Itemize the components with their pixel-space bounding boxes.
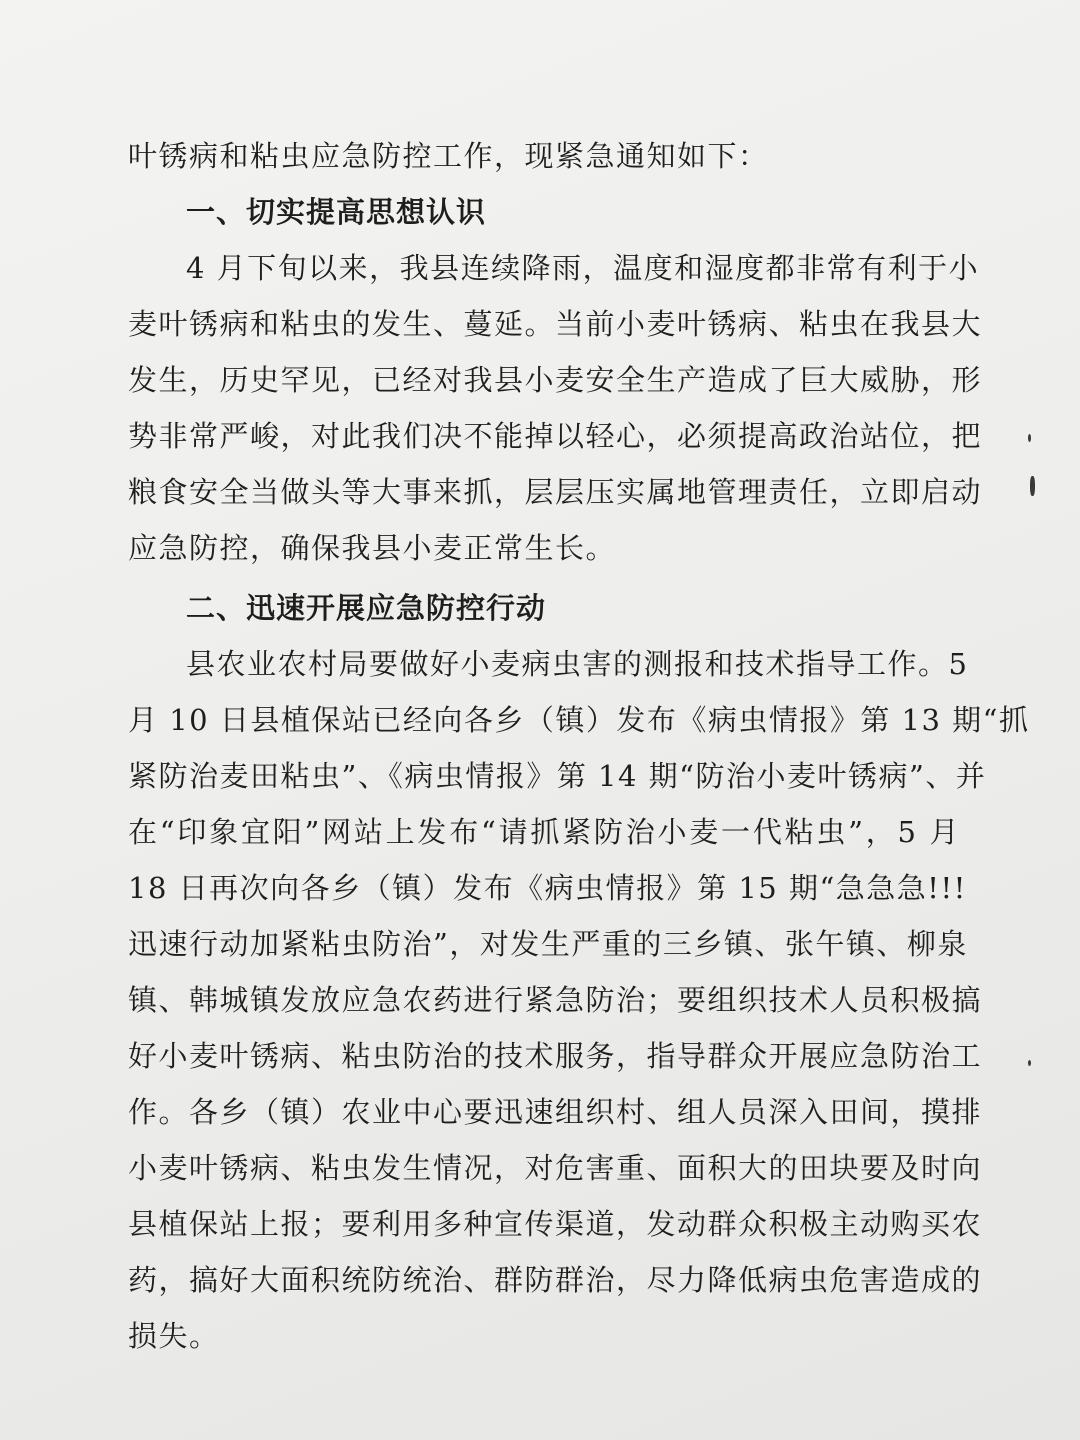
section-2-line: 作。各乡（镇）农业中心要迅速组织村、组人员深入田间，摸排 — [128, 1095, 983, 1129]
section-2-line: 月 10 日县植保站已经向各乡（镇）发布《病虫情报》第 13 期“抓 — [128, 703, 1030, 737]
section-2-line: 损失。 — [128, 1319, 220, 1353]
scan-speck — [1030, 476, 1035, 496]
section-2-line: 镇、韩城镇发放应急农药进行紧急防治；要组织技术人员积极搞 — [128, 983, 983, 1017]
section-1-line: 4 月下旬以来，我县连续降雨，温度和湿度都非常有利于小 — [186, 251, 980, 285]
section-2-line: 18 日再次向各乡（镇）发布《病虫情报》第 15 期“急急急!!! — [128, 871, 967, 905]
section-1-heading: 一、切实提高思想认识 — [186, 195, 487, 229]
section-2-line: 药，搞好大面积统防统治、群防群治，尽力降低病虫危害造成的 — [128, 1263, 983, 1297]
scan-speck — [1028, 434, 1031, 442]
section-1-line: 粮食安全当做头等大事来抓，层层压实属地管理责任，立即启动 — [128, 475, 983, 509]
section-2-line: 在“印象宜阳”网站上发布“请抓紧防治小麦一代粘虫”，5 月 — [128, 815, 960, 849]
section-2-line: 小麦叶锈病、粘虫发生情况，对危害重、面积大的田块要及时向 — [128, 1151, 983, 1185]
section-1-line: 麦叶锈病和粘虫的发生、蔓延。当前小麦叶锈病、粘虫在我县大 — [128, 307, 983, 341]
section-1-line: 势非常严峻，对此我们决不能掉以轻心，必须提高政治站位，把 — [128, 419, 983, 453]
section-2-line: 迅速行动加紧粘虫防治”，对发生严重的三乡镇、张午镇、柳泉 — [128, 927, 968, 961]
section-2-line: 好小麦叶锈病、粘虫防治的技术服务，指导群众开展应急防治工 — [128, 1039, 983, 1073]
section-2-heading: 二、迅速开展应急防控行动 — [186, 591, 547, 625]
intro-paragraph: 叶锈病和粘虫应急防控工作，现紧急通知如下： — [128, 139, 769, 173]
section-2-line: 县植保站上报；要利用多种宣传渠道，发动群众积极主动购买农 — [128, 1207, 983, 1241]
section-2-line: 紧防治麦田粘虫”、《病虫情报》第 14 期“防治小麦叶锈病”、并 — [128, 759, 987, 793]
scan-speck — [1028, 1060, 1031, 1066]
section-1-line: 发生，历史罕见，已经对我县小麦安全生产造成了巨大威胁，形 — [128, 363, 983, 397]
section-2-line: 县农业农村局要做好小麦病虫害的测报和技术指导工作。5 — [186, 647, 969, 681]
section-1-line: 应急防控，确保我县小麦正常生长。 — [128, 531, 617, 565]
